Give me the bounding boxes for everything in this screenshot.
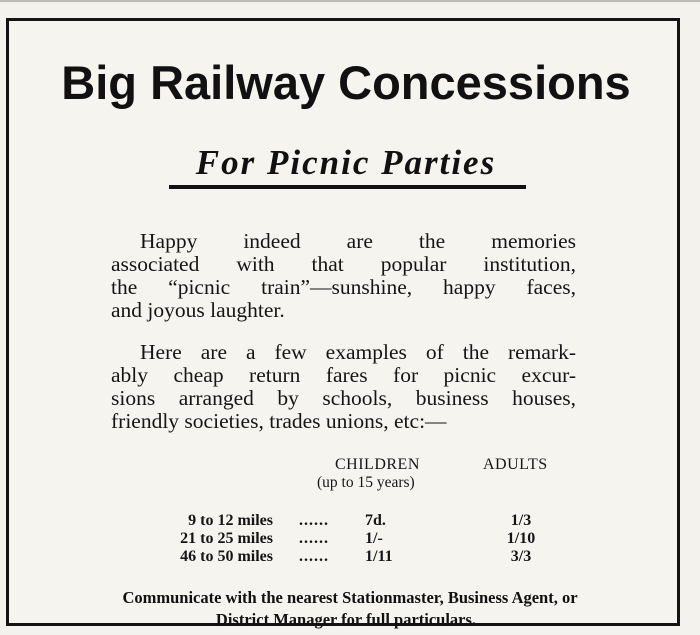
- fares-line: Here are a few examples of the remark-: [140, 340, 576, 364]
- intro-line: the “picnic train”—sunshine, happy faces,: [111, 275, 576, 299]
- children-fare-cell: 7d.: [365, 512, 386, 529]
- fares-line: sions arranged by schools, business houses,: [111, 386, 576, 410]
- intro-line: Happy indeed are the memories: [140, 229, 576, 253]
- adults-column-header: ADULTS: [483, 456, 548, 473]
- top-border-rule: [0, 0, 700, 2]
- distance-cell: 46 to 50 miles: [180, 548, 273, 565]
- dot-leader: ......: [299, 548, 329, 565]
- distance-cell: 9 to 12 miles: [188, 512, 273, 529]
- headline: Big Railway Concessions: [61, 56, 631, 109]
- dot-leader: ......: [299, 512, 329, 529]
- dot-leader: ......: [299, 530, 329, 547]
- contact-footer: [9, 587, 683, 631]
- adult-fare-cell: 3/3: [510, 548, 532, 565]
- fare-row: [9, 530, 683, 548]
- children-fare-cell: 1/-: [365, 530, 383, 547]
- adult-fare-cell: 1/3: [510, 512, 532, 529]
- fare-row: [9, 548, 683, 566]
- children-fare-cell: 1/11: [365, 548, 393, 565]
- advertisement-frame: [6, 18, 680, 629]
- fares-line: friendly societies, trades unions, etc:—: [111, 409, 447, 433]
- children-column-header: CHILDREN: [335, 456, 420, 473]
- fares-paragraph: [111, 341, 576, 433]
- children-age-note: (up to 15 years): [317, 474, 415, 491]
- subheadline-underline: [169, 185, 526, 189]
- fare-row: [9, 512, 683, 530]
- footer-line: District Manager for full particulars.: [215, 610, 477, 629]
- subheadline: For Picnic Parties: [195, 143, 497, 182]
- distance-cell: 21 to 25 miles: [180, 530, 273, 547]
- intro-line: and joyous laughter.: [111, 298, 285, 322]
- adult-fare-cell: 1/10: [506, 530, 536, 547]
- intro-paragraph: [111, 230, 576, 322]
- fares-line: ably cheap return fares for picnic excur-: [111, 363, 576, 387]
- footer-line: Communicate with the nearest Stationmaster, Business Agent, or: [122, 588, 578, 607]
- intro-line: associated with that popular institution,: [111, 252, 576, 276]
